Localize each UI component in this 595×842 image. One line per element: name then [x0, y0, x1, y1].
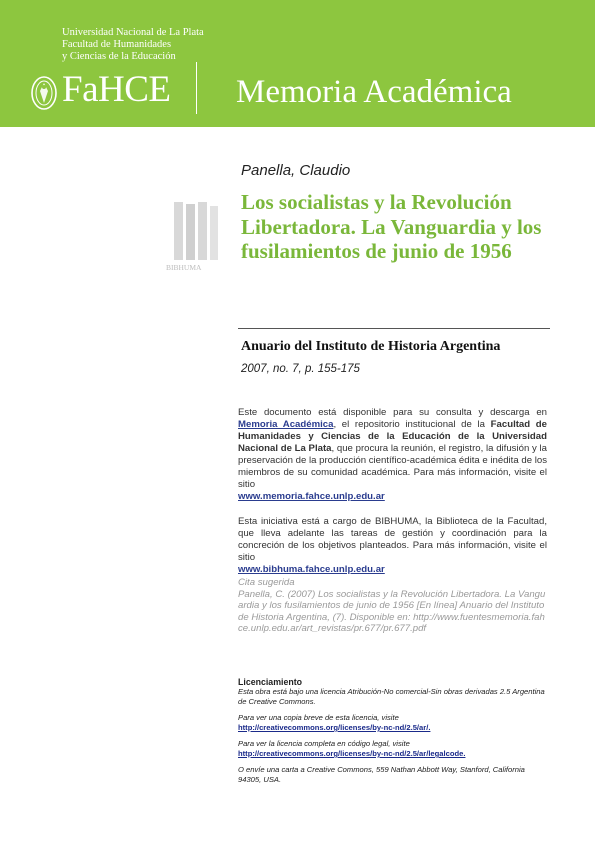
- header-divider: [196, 62, 197, 114]
- bibhuma-text: Esta iniciativa está a cargo de BIBHUMA, la Biblioteca de la Facultad, que lleva adelante las tareas de gestión y coordinación para la concreción de los objetivos planteados. Para más información, visite el sitio: [238, 516, 547, 563]
- suggested-citation: [238, 577, 547, 635]
- license-mail-address: O envíe una carta a Creative Commons, 559 Nathan Abbott Way, Stanford, California 94305, USA.: [238, 765, 525, 784]
- license-heading: Licenciamiento: [238, 677, 303, 687]
- repository-info-paragraph: [238, 407, 547, 503]
- fahce-logo-text: FaHCE: [62, 69, 171, 110]
- journal-name: Anuario del Instituto de Historia Argentina: [241, 339, 501, 354]
- faculty-name-bold: Facultad de Humanidades y Ciencias de la Educación de la Universidad Nacional de La Plata: [238, 419, 547, 454]
- license-short-label: Para ver una copia breve de esta licencia, visite: [238, 713, 399, 722]
- document-title: Los socialistas y la Revolución Libertadora. La Vanguardia y los fusilamientos de junio de 1956: [241, 190, 542, 263]
- license-description: Esta obra está bajo una licencia Atribución-No comercial-Sin obras derivadas 2.5 Argentina de Creative Commons.: [238, 687, 545, 706]
- author: Panella, Claudio: [241, 162, 351, 179]
- info-text-1: Este documento está disponible para su consulta y descarga en: [238, 407, 547, 418]
- bibhuma-logo-text: BIBHUMA: [166, 263, 202, 272]
- header-banner: [0, 0, 595, 127]
- citation-details: 2007, no. 7, p. 155-175: [241, 363, 360, 375]
- license-full-label: Para ver la licencia completa en código legal, visite: [238, 739, 410, 748]
- books-stack-icon: [164, 200, 226, 278]
- license-full-link[interactable]: http://creativecommons.org/licenses/by-nc-nd/2.5/ar/legalcode.: [238, 749, 466, 758]
- info-text-3: , que procura la reunión, el registro, la difusión y la preservación de la producción científico-académica édita e inédita de los miembros de su comunidad académica. Para más información, visite el sitio: [238, 443, 547, 490]
- institution-lines: [62, 27, 204, 63]
- repository-name: Memoria Académica: [236, 74, 512, 110]
- faculty-line-1: Facultad de Humanidades: [62, 39, 172, 50]
- memoria-url-link[interactable]: www.memoria.fahce.unlp.edu.ar: [238, 491, 385, 502]
- title-divider: [238, 328, 550, 329]
- suggested-citation-label: Cita sugerida: [238, 577, 295, 588]
- university-name: Universidad Nacional de La Plata: [62, 27, 204, 38]
- license-short-link[interactable]: http://creativecommons.org/licenses/by-nc-nd/2.5/ar/.: [238, 723, 431, 732]
- license-section: [238, 677, 550, 785]
- suggested-citation-text: Panella, C. (2007) Los socialistas y la Revolución Libertadora. La Vanguardia y los fusilamientos de junio de 1956 [En línea] Anuario del Instituto de Historia Argentina, (7). Disponible en: http://www.fuentesmemoria.fahce.unlp.edu.ar/art_revistas/pr.677/pr.677.pdf: [238, 588, 546, 635]
- faculty-line-2: y Ciencias de la Educación: [62, 51, 176, 62]
- info-text-2: , el repositorio institucional de la: [333, 419, 491, 430]
- bibhuma-url-link[interactable]: www.bibhuma.fahce.unlp.edu.ar: [238, 564, 385, 575]
- bibhuma-info-paragraph: [238, 516, 547, 576]
- university-seal-icon: [30, 75, 58, 111]
- memoria-academica-link[interactable]: Memoria Académica: [238, 419, 334, 430]
